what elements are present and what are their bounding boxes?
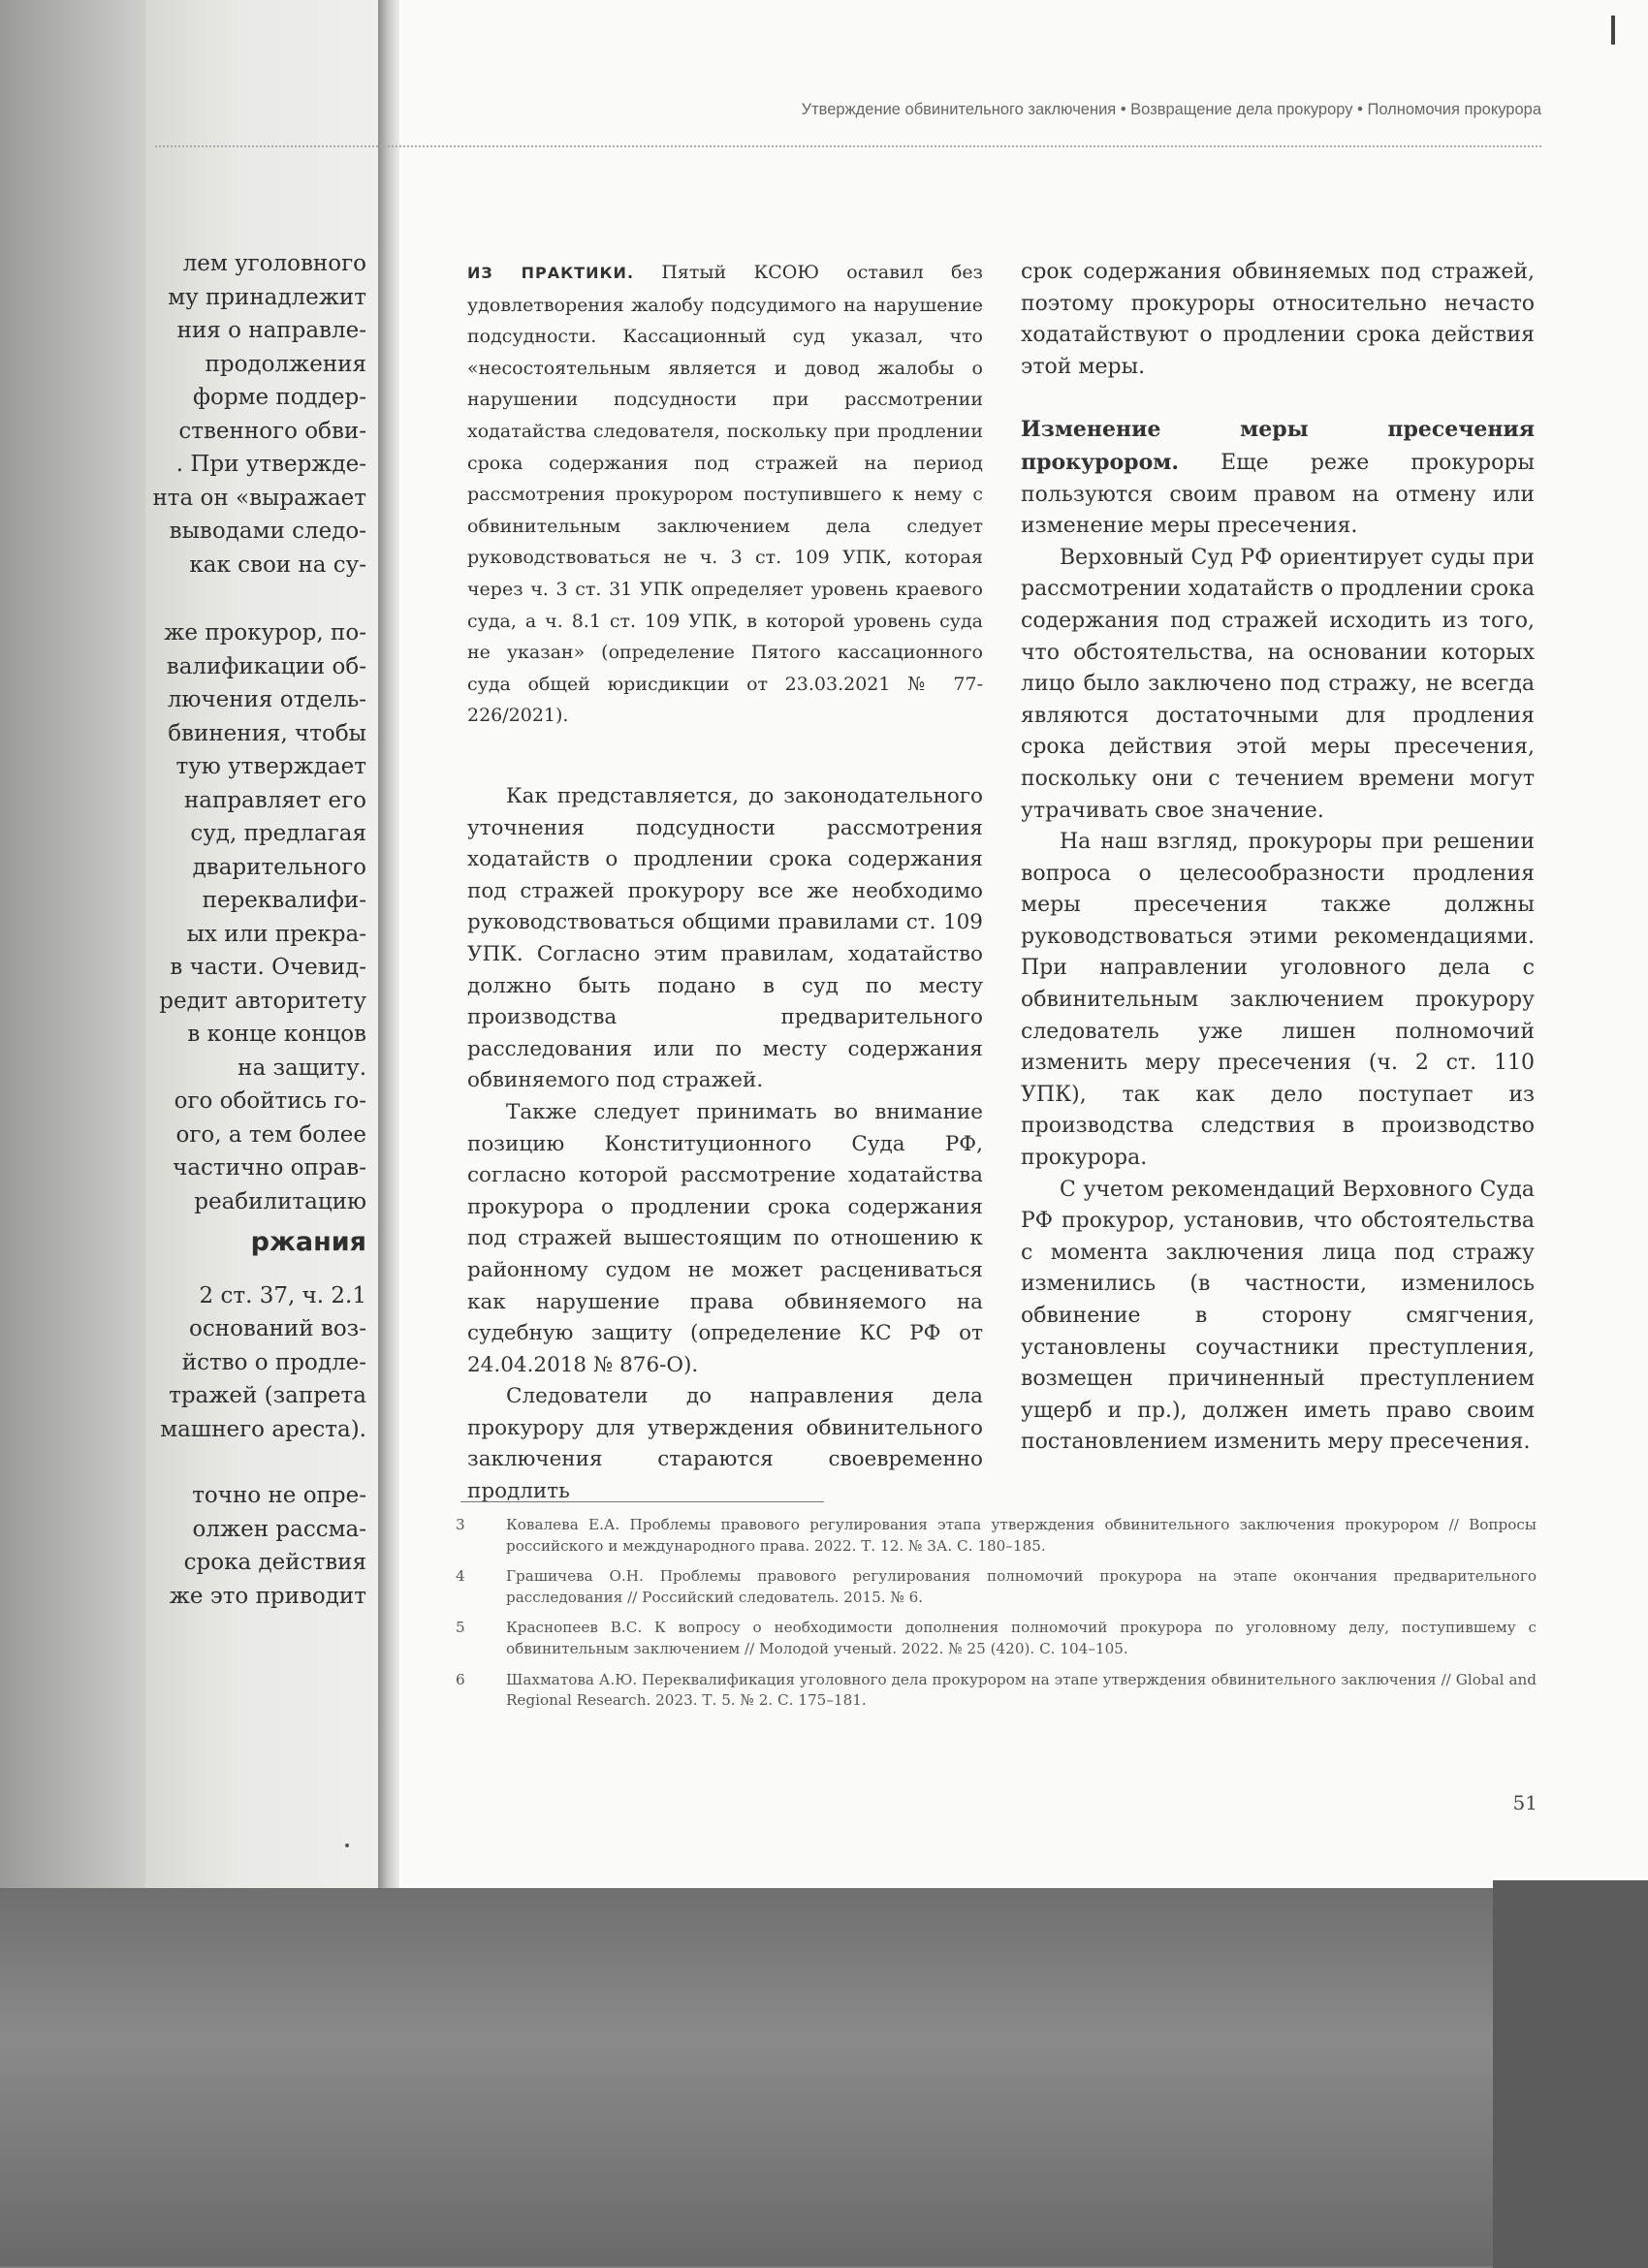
- body-column-right: [1021, 257, 1535, 1459]
- left-page-line: выводами следо-: [169, 519, 366, 544]
- left-page-line: лючения отдель-: [167, 687, 366, 712]
- left-page-column: [145, 247, 366, 1613]
- left-page-line: переквалифи-: [202, 888, 366, 913]
- paragraph: С учетом рекомендаций Верховного Суда РФ прокурор, установив, что обстоятельства с момента заключения лица под стражу изменились (в частности, изменилось обвинение в сторону смягчения, установлены соучастники преступления, возмещен причиненный преступлением ущерб и пр.), должен иметь право своим постановлением изменить меру пресечения.: [1021, 1177, 1535, 1455]
- left-page-line: 2 ст. 37, ч. 2.1: [199, 1282, 366, 1308]
- practice-label: ИЗ ПРАКТИКИ.: [467, 264, 635, 282]
- left-page-line: в части. Очевид-: [170, 955, 366, 980]
- paragraph: Верховный Суд РФ ориентирует суды при рассмотрении ходатайств о продлении срока содержания под стражей исходить из того, что обстоятельства, на основании которых лицо было заключено под стражу, не всегда являются достаточными для продления срока действия этой меры пресечения, поскольку они с течением времени могут утрачивать свое значение.: [1021, 545, 1535, 823]
- left-page-line: му принадлежит: [168, 284, 366, 310]
- left-page-line: валификации об-: [166, 653, 366, 679]
- footnote: 3 Ковалева Е.А. Проблемы правового регулирования этапа утверждения обвинительного заключения прокурором // Вопросы российского и международного права. 2022. Т. 12. № 3А. С. 180–185.: [456, 1516, 1537, 1555]
- paragraph: Как представляется, до законодательного уточнения подсудности рассмотрения ходатайств о продлении срока содержания под стражей прокурору все же необходимо руководствоваться общими правилами ст. 109 УПК. Согласно этим правилам, ходатайство должно быть подано в суд по месту производства предварительного расследования или по месту содержания обвиняемого под стражей.: [467, 784, 983, 1093]
- left-page-line: реабилитацию: [194, 1188, 366, 1214]
- paragraph: Следователи до направления дела прокурору для утверждения обвинительного заключения стараются своевременно продлить: [467, 1384, 983, 1504]
- left-page-line: ого обойтись го-: [174, 1088, 366, 1114]
- book-gutter: [378, 0, 399, 1888]
- left-section-heading: ржания: [250, 1227, 366, 1257]
- left-page-line: в конце концов: [187, 1022, 366, 1047]
- left-page-line: срока действия: [183, 1550, 366, 1575]
- left-page-line: же прокурор, по-: [164, 620, 366, 646]
- left-page-line: нта он «выражает: [152, 485, 366, 511]
- footnote: 6 Шахматова А.Ю. Переквалификация уголовного дела прокурором на этапе утверждения обвинительного заключения // Global and Regional Research. 2023. Т. 5. № 2. С. 175–181.: [456, 1670, 1537, 1710]
- left-text-block-a: [145, 247, 366, 582]
- left-text-block-c: [145, 1279, 366, 1447]
- footnote-rule: [460, 1501, 824, 1502]
- paragraph: На наш взгляд, прокуроры при решении вопроса о целесообразности продления меры пресечения также должны руководствоваться этими рекомендациями. При направлении уголовного дела с обвинительным заключением прокурору следователь уже лишен полномочий изменить меру пресечения (ч. 2 ст. 110 УПК), так как дело поступает из производства следствия в производство прокурора.: [1021, 830, 1535, 1171]
- footnotes: [456, 1515, 1537, 1721]
- left-page-line: направляет его: [183, 787, 366, 813]
- scanner-edge: [1493, 1880, 1648, 2268]
- corner-mark: [1611, 16, 1615, 45]
- left-page-line: ственного обви-: [178, 418, 366, 444]
- left-page-line: же это приводит: [169, 1583, 366, 1609]
- left-page-line: продолжения: [205, 351, 366, 377]
- left-page-line: ых или прекра-: [186, 921, 366, 947]
- header-dotted-rule: [155, 145, 1541, 147]
- footnote: 5 Краснопеев В.С. К вопросу о необходимости дополнения полномочий прокурора по уголовному делу, поступившему с обвинительным заключением // Молодой ученый. 2022. № 25 (420). С. 104–105.: [456, 1619, 1537, 1657]
- left-page-line: бвинения, чтобы: [168, 720, 366, 746]
- dust-speck: [345, 1843, 349, 1847]
- section-heading-tail: Еще реже прокуроры пользуются своим правом на отмену или изменение меры пресечения.: [1021, 450, 1535, 539]
- paragraph-continuation: срок содержания обвиняемых под стражей, поэтому прокуроры относительно нечасто ходатайствуют о продлении срока действия этой меры.: [1021, 260, 1535, 379]
- left-page-line: точно не опре-: [192, 1483, 366, 1508]
- left-page-line: редит авторитету: [159, 988, 366, 1014]
- left-page-line: олжен рассма-: [192, 1516, 366, 1542]
- footnote: 4 Грашичева О.Н. Проблемы правового регулирования полномочий прокурора на этапе окончания предварительного расследования // Российский следователь. 2015. № 6.: [456, 1567, 1537, 1606]
- left-page-line: тую утверждает: [175, 754, 366, 779]
- left-page-line: как свои на су-: [189, 551, 366, 578]
- left-page-line: йство о продле-: [181, 1349, 366, 1375]
- left-shadow: [0, 0, 145, 1888]
- left-page-line: машнего ареста).: [160, 1416, 366, 1442]
- left-page-line: оснований воз-: [189, 1316, 366, 1341]
- left-page-line: частично оправ-: [173, 1155, 366, 1181]
- left-page-line: лем уголовного: [182, 251, 366, 276]
- page-number: 51: [1512, 1791, 1537, 1814]
- practice-box-column: [467, 257, 983, 732]
- left-page-fragment: [145, 0, 378, 1888]
- section-heading: Изменение меры пресечения прокурором.: [1021, 417, 1535, 475]
- left-page-line: ого, а тем более: [175, 1121, 366, 1148]
- left-page-line: суд, предлагая: [190, 821, 366, 846]
- left-page-line: тражей (запрета: [169, 1383, 366, 1408]
- body-column-middle: [467, 781, 983, 1508]
- left-page-line: ния о направле-: [176, 318, 366, 343]
- practice-text: Пятый КСОЮ оставил без удовлетворения жалобу подсудимого на нарушение подсудности. Кассационный суд указал, что «несостоятельным является и довод жалобы о нарушении подсудности при рассмотрении ходатайства следователя, поскольку при продлении срока содержания под стражей на период рассмотрения прокурором поступившего к нему с обвинительным заключением дела следует руководствоваться не ч. 3 ст. 109 УПК, которая через ч. 3 ст. 31 УПК определяет уровень краевого суда, а ч. 8.1 ст. 109 УПК, в которой уровень суда не указан» (определение Пятого кассационного суда общей юрисдикции от 23.03.2021 № 77-226/2021).: [467, 262, 983, 727]
- paragraph: Также следует принимать во внимание позицию Конституционного Суда РФ, согласно которой рассмотрение ходатайства прокурора о продлении срока содержания под стражей вышестоящим по отношению к районному судом не может расцениваться как нарушение права обвиняемого на судебную защиту (определение КС РФ от 24.04.2018 № 876-О).: [467, 1099, 983, 1377]
- left-text-block-b: [145, 616, 366, 1218]
- running-header: Утверждение обвинительного заключения • Возвращение дела прокурору • Полномочия прокурора: [801, 101, 1541, 118]
- scanner-lower-area: [0, 1888, 1648, 2266]
- left-page-line: дварительного: [192, 854, 366, 880]
- left-page-line: . При утвержде-: [175, 452, 366, 477]
- left-page-line: на защиту.: [238, 1055, 366, 1081]
- left-page-line: форме поддер-: [193, 385, 366, 410]
- left-text-block-d: [145, 1479, 366, 1613]
